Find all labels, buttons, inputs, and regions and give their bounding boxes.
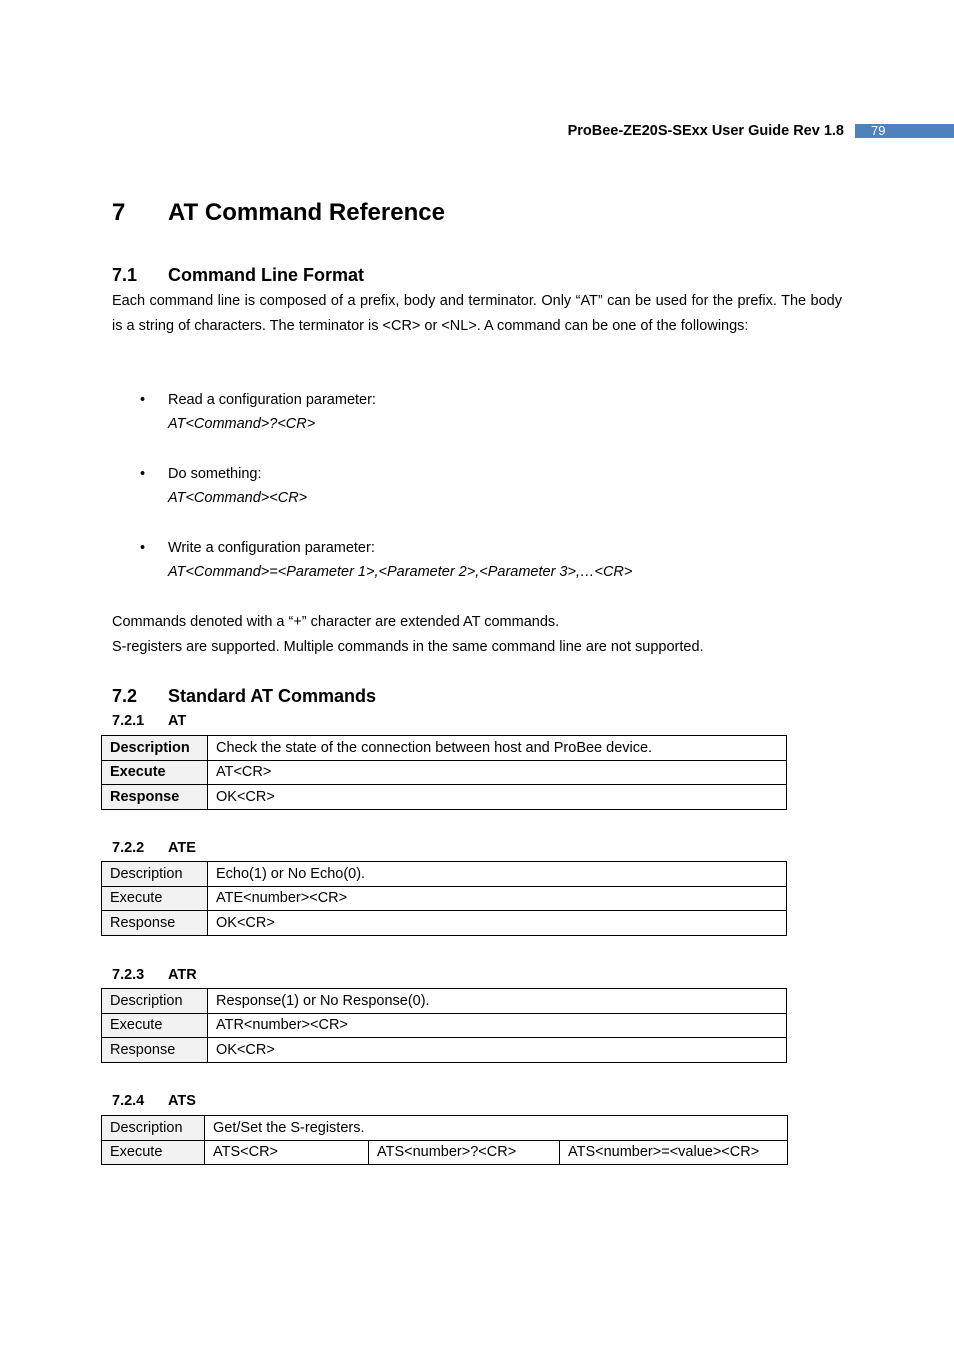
subsection-heading-at <box>112 713 186 729</box>
page-number-badge: 79 <box>855 124 954 138</box>
ate-command-table <box>101 861 787 936</box>
table-row <box>102 1038 787 1063</box>
bullet-syntax: AT<Command>?<CR> <box>168 415 316 432</box>
table-row <box>102 1140 788 1165</box>
bullet-text: Do something: <box>168 466 262 482</box>
subsection-number: 7.2.1 <box>112 713 145 729</box>
row-value: OK<CR> <box>208 1038 787 1063</box>
row-value: ATS<number>?<CR> <box>369 1140 560 1165</box>
row-value: AT<CR> <box>208 760 787 785</box>
section-heading-7-2 <box>112 686 376 707</box>
bullet-syntax: AT<Command><CR> <box>168 489 308 506</box>
row-label: Response <box>102 785 208 810</box>
at-command-table <box>101 735 787 810</box>
subsection-title: ATE <box>168 840 196 856</box>
row-value: ATS<number>=<value><CR> <box>560 1140 788 1165</box>
bullet-dot: • <box>140 540 146 556</box>
row-label: Execute <box>102 760 208 785</box>
subsection-title: AT <box>168 713 187 729</box>
subsection-number: 7.2.3 <box>112 967 145 983</box>
chapter-number: 7 <box>112 199 126 226</box>
table-row <box>102 760 787 785</box>
row-value: ATE<number><CR> <box>208 886 787 911</box>
subsection-number: 7.2.2 <box>112 840 145 856</box>
running-header-title: ProBee-ZE20S-SExx User Guide Rev 1.8 <box>567 123 844 139</box>
row-label: Response <box>102 911 208 936</box>
chapter-title: AT Command Reference <box>168 199 445 226</box>
table-row <box>102 989 787 1014</box>
note-extended-commands: Commands denoted with a “+” character are extended AT commands. <box>112 614 560 630</box>
row-value: Get/Set the S-registers. <box>205 1116 788 1141</box>
subsection-heading-ats <box>112 1093 196 1109</box>
chapter-heading <box>112 199 445 227</box>
row-label: Description <box>102 862 208 887</box>
table-row <box>102 911 787 936</box>
section-number: 7.2 <box>112 686 138 706</box>
row-value: OK<CR> <box>208 911 787 936</box>
bullet-text: Read a configuration parameter: <box>168 392 376 408</box>
table-row <box>102 1013 787 1038</box>
subsection-number: 7.2.4 <box>112 1093 145 1109</box>
table-row <box>102 862 787 887</box>
intro-paragraph: Each command line is composed of a prefix, body and terminator. Only “AT” can be used for the prefix. The body is a string of characters. The terminator is <CR> or <NL>. A command can be one of the followings: <box>112 293 842 334</box>
ats-command-table <box>101 1115 788 1165</box>
row-label: Description <box>102 1116 205 1141</box>
section-title: Command Line Format <box>168 265 365 285</box>
bullet-syntax: AT<Command>=<Parameter 1>,<Parameter 2>,<Parameter 3>,…<CR> <box>168 563 633 580</box>
row-value: Response(1) or No Response(0). <box>208 989 787 1014</box>
row-label: Response <box>102 1038 208 1063</box>
row-label: Execute <box>102 1013 208 1038</box>
subsection-title: ATS <box>168 1093 196 1109</box>
row-label: Description <box>102 989 208 1014</box>
section-number: 7.1 <box>112 265 138 285</box>
subsection-heading-atr <box>112 967 197 983</box>
section-heading-7-1 <box>112 265 364 286</box>
table-row <box>102 736 787 761</box>
row-label: Execute <box>102 886 208 911</box>
table-row <box>102 886 787 911</box>
atr-command-table <box>101 988 787 1063</box>
bullet-text: Write a configuration parameter: <box>168 540 375 556</box>
table-row <box>102 1116 788 1141</box>
row-label: Description <box>102 736 208 761</box>
row-value: OK<CR> <box>208 785 787 810</box>
row-value: ATS<CR> <box>205 1140 369 1165</box>
row-value: Echo(1) or No Echo(0). <box>208 862 787 887</box>
subsection-heading-ate <box>112 840 196 856</box>
section-title: Standard AT Commands <box>168 686 377 706</box>
row-value: ATR<number><CR> <box>208 1013 787 1038</box>
note-s-registers: S-registers are supported. Multiple commands in the same command line are not supported. <box>112 639 704 655</box>
row-label: Execute <box>102 1140 205 1165</box>
bullet-dot: • <box>140 392 146 408</box>
row-value: Check the state of the connection between host and ProBee device. <box>208 736 787 761</box>
table-row <box>102 785 787 810</box>
bullet-dot: • <box>140 466 146 482</box>
subsection-title: ATR <box>168 967 197 983</box>
